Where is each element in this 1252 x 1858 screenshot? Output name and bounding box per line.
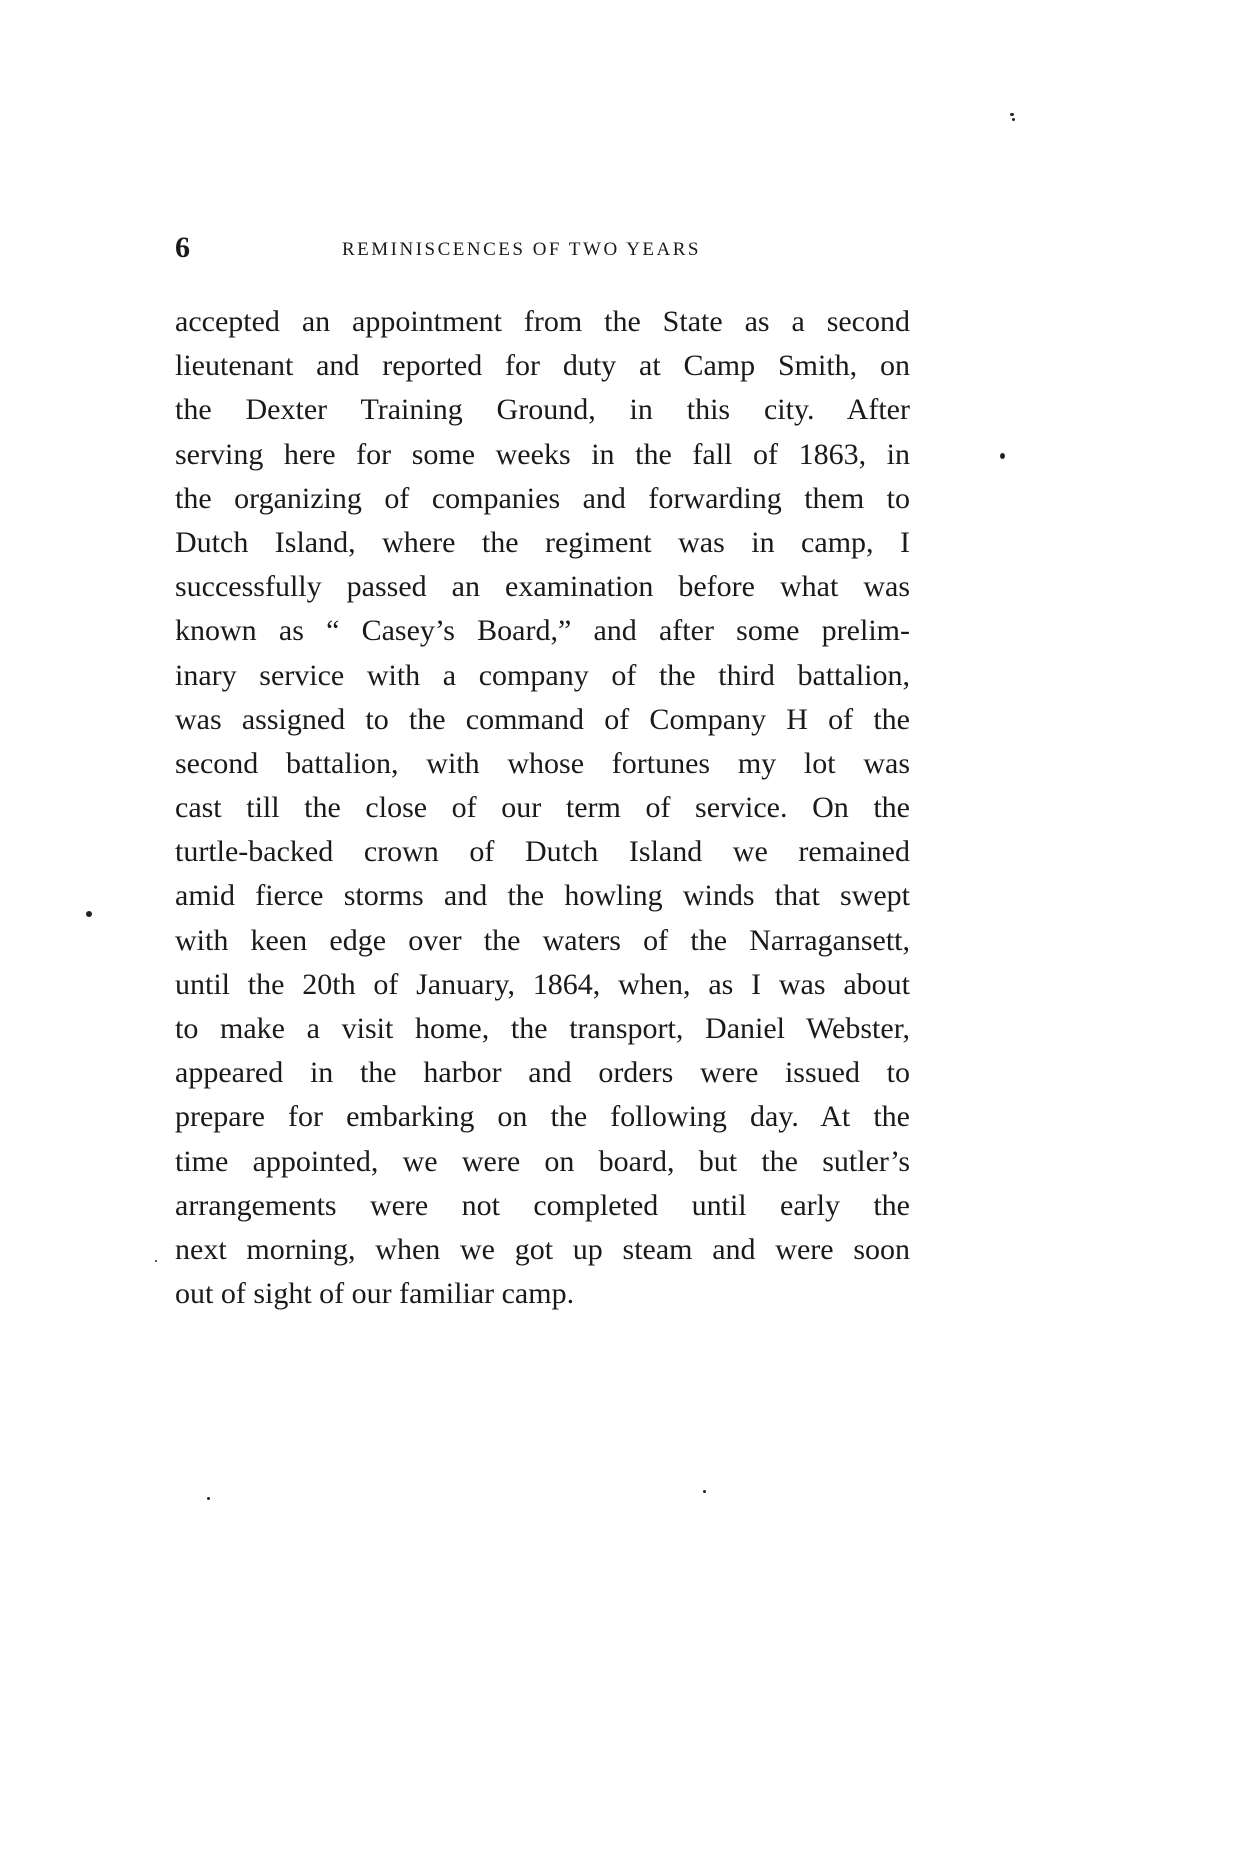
text-line: out of sight of our familiar camp. xyxy=(175,1277,575,1311)
page-number: 6 xyxy=(175,231,190,264)
scan-speck xyxy=(703,1490,706,1493)
body-paragraph xyxy=(175,300,910,1316)
text-line: time appointed, we were on board, but the sutler’s xyxy=(175,1144,910,1178)
text-line: cast till the close of our term of service. On the xyxy=(175,791,910,825)
text-line: with keen edge over the waters of the Narragansett, xyxy=(175,923,910,957)
scan-speck xyxy=(207,1497,210,1500)
text-line: lieutenant and reported for duty at Camp Smith, on xyxy=(175,349,910,383)
scan-speck xyxy=(86,911,92,917)
text-line: amid fierce storms and the howling winds that swept xyxy=(175,879,910,913)
text-line: until the 20th of January, 1864, when, as I was about xyxy=(175,967,910,1001)
text-line: the Dexter Training Ground, in this city. After xyxy=(175,393,910,427)
text-line: inary service with a company of the third battalion, xyxy=(175,658,910,692)
text-line: known as “ Casey’s Board,” and after some prelim- xyxy=(175,614,910,648)
text-line: to make a visit home, the transport, Daniel Webster, xyxy=(175,1012,910,1045)
scan-speck xyxy=(1012,118,1015,121)
scan-speck xyxy=(1010,113,1014,116)
text-line: appeared in the harbor and orders were issued to xyxy=(175,1056,910,1090)
text-line: arrangements were not completed until early the xyxy=(175,1188,910,1222)
text-line: second battalion, with whose fortunes my lot was xyxy=(175,746,910,780)
scan-speck xyxy=(155,1260,157,1262)
text-line: successfully passed an examination before what was xyxy=(175,570,910,604)
text-line: the organizing of companies and forwarding them to xyxy=(175,481,910,515)
text-line: serving here for some weeks in the fall of 1863, in xyxy=(175,437,910,471)
text-line: turtle-backed crown of Dutch Island we remained xyxy=(175,835,910,869)
running-title: REMINISCENCES OF TWO YEARS xyxy=(342,239,701,260)
text-line: Dutch Island, where the regiment was in camp, I xyxy=(175,525,910,559)
text-line: prepare for embarking on the following day. At the xyxy=(175,1100,910,1134)
text-line: next morning, when we got up steam and were soon xyxy=(175,1232,910,1266)
scan-speck xyxy=(1000,453,1005,459)
text-line: was assigned to the command of Company H of the xyxy=(175,702,910,736)
text-line: accepted an appointment from the State as a second xyxy=(175,305,910,338)
